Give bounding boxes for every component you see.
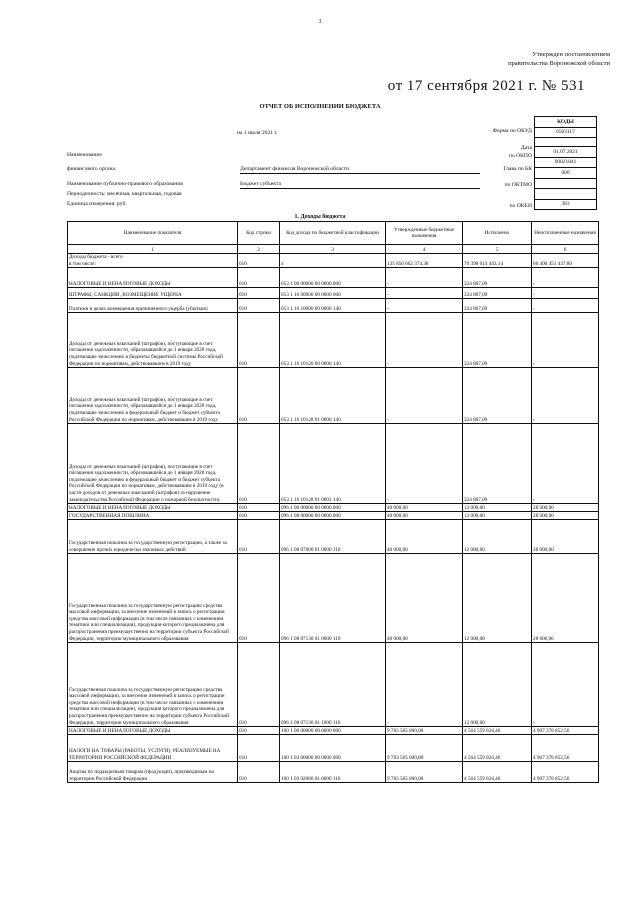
table-body [68,254,599,783]
cell-line: 010 [238,368,280,424]
ppo-label: Наименование публично-правового образования [67,181,183,187]
cell-line: 010 [238,504,280,512]
cell-approved: - [386,368,463,424]
cell-approved: - [386,424,463,504]
cell-line: 010 [238,727,280,735]
col-number: 2 [238,245,280,254]
cell-approved: 40 000,00 [386,520,463,554]
cell-done: 12 000,00 [463,504,532,512]
fin-body-label-2: финансового органа [67,166,115,172]
cell-code: 100 1 03 00000 00 0000 000 [280,735,386,762]
report-date-line: на 1 июля 2021 г. [237,130,278,136]
col-number: 6 [532,245,599,254]
date-label: Дата [520,145,532,151]
cell-approved: 135 850 602 374,38 [386,254,463,268]
cell-undone: - [532,643,599,727]
cell-name: Акцизы по подакцизным товарам (продукции), производимым на территории Российской Федерации [68,762,238,783]
table-row [68,762,599,783]
cell-line: 010 [238,643,280,727]
cell-name: Доходы от денежных взысканий (штрафов), поступающие в счет погашения задолженности, образовавшейся до 1 января 2020 года, подлежащие зачислению в федеральный бюджет и бюджет субъекта Российской Федерации по нормативам, действовавшим в 2019 году (в части доходов от денежных взысканий (штрафов) за нарушение законодательства Российской Федерации о пожарной безопасности) [68,424,238,504]
col-number: 4 [386,245,463,254]
cell-name: Доходы от денежных взысканий (штрафов), поступающие в счет погашения задолженности, образовавшейся до 1 января 2020 года, подлежащие зачислению в федеральный бюджет и бюджет субъекта Российской Федерации по нормативам, действовавшим в 2019 году [68,368,238,424]
date-code: 01.07.2021 [535,147,597,158]
cell-done: 4 564 559 024,46 [463,735,532,762]
cell-line: 010 [238,254,280,268]
cell-approved: - [386,643,463,727]
table-row [68,424,599,504]
income-table [67,221,599,783]
decree-stamp: от 17 сентября 2021 г. № 531 [387,78,585,94]
cell-approved: 9 783 565 000,00 [386,762,463,783]
col-header-done: Исполнено [463,222,532,245]
cell-undone: - [532,268,599,288]
approval-line-2: правительства Воронежской области [508,60,610,67]
cell-line: 010 [238,268,280,288]
cell-done: 12 000,00 [463,520,532,554]
oktmo-code [535,178,597,189]
col-header-name: Наименование показателя [68,222,238,245]
cell-undone: - [532,368,599,424]
table-row [68,254,599,268]
okud-label: Форма по ОКУД [492,128,532,134]
cell-approved: 9 783 565 000,00 [386,735,463,762]
cell-name: НАЛОГИ НА ТОВАРЫ (РАБОТЫ, УСЛУГИ), РЕАЛИЗУЕМЫЕ НА ТЕРРИТОРИИ РОССИЙСКОЙ ФЕДЕРАЦИИ [68,735,238,762]
cell-name: Доходы от денежных взысканий (штрафов), поступающие в счет погашения задолженности, образовавшейся до 1 января 2020 года, подлежащие зачислению в бюджеты бюджетной системы Российской Федерации по нормативам, действовавшим в 2019 году [68,313,238,368]
cell-name: Государственная пошлина за государственную регистрацию средства массовой информации, за внесение изменений в запись о регистрации средства массовой информации (в том числе связанных с изменением тематики или специализации), продукция которого предназначена для распространения преимущественно на территории субъекта Российской Федерации, территории муниципального образования [68,643,238,727]
cell-line: 010 [238,512,280,520]
table-row [68,299,599,313]
cell-approved: - [386,313,463,368]
cell-undone: - [532,299,599,313]
cell-done: 4 564 559 024,46 [463,727,532,735]
cell-line: 010 [238,313,280,368]
cell-code: 096 1 08 07130 01 1000 110 [280,643,386,727]
cell-line: 010 [238,762,280,783]
document-title: ОТЧЕТ ОБ ИСПОЛНЕНИИ БЮДЖЕТА [259,103,381,110]
bk-code: 000 [535,168,597,179]
cell-done: 12 000,00 [463,554,532,643]
cell-undone: 28 000,00 [532,520,599,554]
cell-code: 096 1 08 00000 00 0000 000 [280,512,386,520]
table-row [68,735,599,762]
cell-undone: 4 907 378 852,56 [532,762,599,783]
fin-body-label-1: Наименование [67,152,102,158]
section-title: 1. Доходы бюджета [294,214,346,220]
okpo-code: 00021841 [535,157,597,168]
cell-approved: - [386,268,463,288]
col-header-code: Код дохода по бюджетной классификации [280,222,386,245]
col-number: 1 [68,245,238,254]
cell-done: 324 867,09 [463,313,532,368]
column-number-row [68,245,599,254]
okud-code: 0503117 [535,127,597,138]
cell-done: 324 867,09 [463,288,532,299]
cell-done: 12 000,00 [463,643,532,727]
table-row [68,288,599,299]
cell-name: ШТРАФЫ, САНКЦИИ, ВОЗМЕЩЕНИЕ УЩЕРБА [68,288,238,299]
cell-code: 100 1 00 00000 00 0000 000 [280,727,386,735]
cell-code: 053 1 16 10128 01 0001 140 [280,424,386,504]
cell-approved: 40 000,00 [386,504,463,512]
table-row [68,504,599,512]
cell-code: 053 1 00 00000 00 0000 000 [280,268,386,288]
cell-name: ГОСУДАРСТВЕННАЯ ПОШЛИНА [68,512,238,520]
cell-done: 70 398 014 443,14 [463,254,532,268]
cell-name: НАЛОГОВЫЕ И НЕНАЛОГОВЫЕ ДОХОДЫ [68,268,238,288]
cell-name: Государственная пошлина за государственную регистрацию средства массовой информации, за внесение изменений в запись о регистрации средства массовой информации (в том числе связанных с изменением тематики или специализации), продукция которого предназначена для распространения преимущественно на территории субъекта Российской Федерации, территории муниципального образования [68,554,238,643]
approval-note [460,50,610,68]
codes-spacer [535,138,597,147]
cell-line: 010 [238,520,280,554]
cell-code: 096 1 08 07000 01 0000 110 [280,520,386,554]
cell-undone: 4 907 378 852,56 [532,727,599,735]
cell-line: 010 [238,288,280,299]
codes-empty-cell [535,189,597,200]
cell-name: НАЛОГОВЫЕ И НЕНАЛОГОВЫЕ ДОХОДЫ [68,504,238,512]
cell-code: 096 1 00 00000 00 0000 000 [280,504,386,512]
bk-label: Глава по БК [503,166,532,172]
cell-approved: - [386,288,463,299]
cell-undone: 28 000,00 [532,504,599,512]
table-row [68,512,599,520]
cell-approved: - [386,299,463,313]
cell-name: Платежи в целях возмещения причиненного ущерба (убытков) [68,299,238,313]
cell-code: 096 1 08 07130 01 0000 110 [280,554,386,643]
cell-name: Государственная пошлина за государственную регистрацию, а также за совершение прочих юридически значимых действий [68,520,238,554]
cell-code: 053 1 16 00000 00 0000 000 [280,288,386,299]
approval-line-1: Утвержден постановлением [532,51,610,58]
page-number: 3 [318,19,322,25]
cell-code: 053 1 16 10120 00 0000 140 [280,313,386,368]
cell-done: 4 564 559 024,46 [463,762,532,783]
cell-line: 010 [238,424,280,504]
cell-undone: - [532,288,599,299]
cell-name: НАЛОГОВЫЕ И НЕНАЛОГОВЫЕ ДОХОДЫ [68,727,238,735]
cell-code: x [280,254,386,268]
cell-approved: 9 783 565 000,00 [386,727,463,735]
cell-code: 053 1 16 10000 00 0000 140 [280,299,386,313]
cell-undone: 4 907 378 852,56 [532,735,599,762]
codes-box [534,116,597,210]
table-row [68,643,599,727]
col-number: 5 [463,245,532,254]
table-header-row [68,222,599,245]
cell-done: 12 000,00 [463,512,532,520]
cell-undone: 28 000,00 [532,554,599,643]
codes-title: КОДЫ [535,117,597,128]
cell-done: 324 867,09 [463,424,532,504]
cell-done: 324 867,09 [463,368,532,424]
cell-name: Доходы бюджета - всего в том числе: [68,254,238,268]
okpo-label: по ОКПО [508,153,532,159]
cell-undone: - [532,424,599,504]
oktmo-label: по ОКТМО [504,182,532,188]
col-header-undone: Неисполненные назначения [532,222,599,245]
cell-line: 010 [238,554,280,643]
cell-done: 324 867,09 [463,268,532,288]
cell-approved: 40 000,00 [386,554,463,643]
cell-code: 053 1 16 10128 01 0000 140 [280,368,386,424]
cell-undone: 28 000,00 [532,512,599,520]
cell-code: 100 1 03 02000 01 0000 110 [280,762,386,783]
fin-body-value: Департамент финансов Воронежской области [240,166,480,174]
cell-done: 324 867,09 [463,299,532,313]
okei-label: по ОКЕИ [509,203,532,209]
table-row [68,313,599,368]
cell-line: 010 [238,735,280,762]
col-header-approved: Утвержденные бюджетные назначения [386,222,463,245]
periodicity-label: Периодичность: месячная, квартальная, годовая [67,191,182,197]
table-row [68,554,599,643]
okei-code: 383 [535,199,597,210]
cell-approved: 40 000,00 [386,512,463,520]
unit-label: Единица измерения: руб. [67,201,127,207]
ppo-value: Бюджет субъекта [240,181,480,189]
cell-line: 010 [238,299,280,313]
table-row [68,368,599,424]
table-row [68,727,599,735]
col-header-line: Код строки [238,222,280,245]
cell-undone: 66 400 451 437,80 [532,254,599,268]
table-row [68,268,599,288]
col-number: 3 [280,245,386,254]
table-row [68,520,599,554]
cell-undone: - [532,313,599,368]
